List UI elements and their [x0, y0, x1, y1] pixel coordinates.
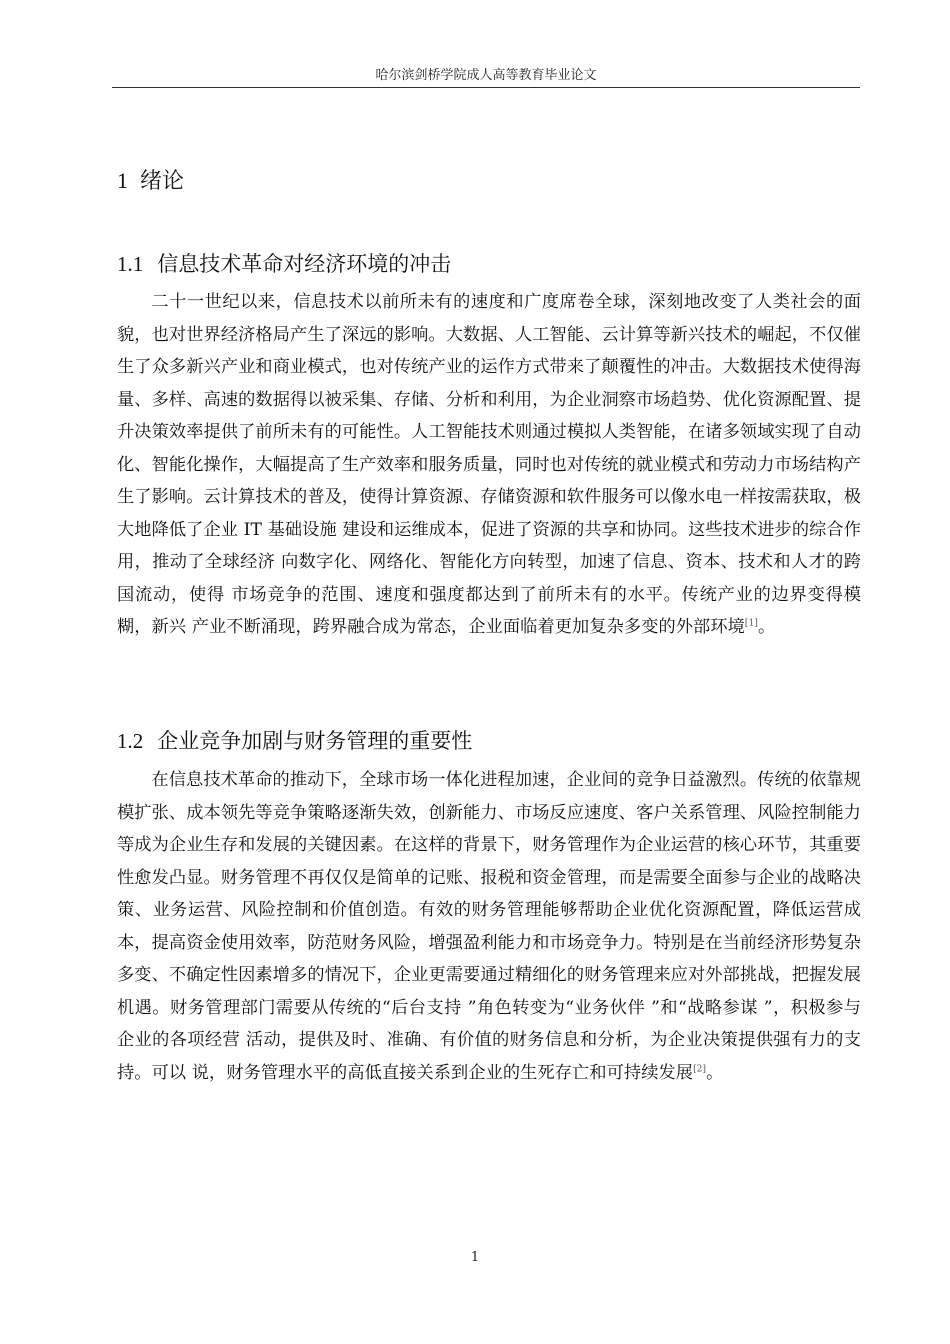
page-number: 1 — [470, 1250, 480, 1265]
paragraph-text: 在信息技术革命的推动下，全球市场一体化进程加速，企业间的竞争日益激烈。传统的依靠规模扩张、成本领先等竞争策略逐渐失效，创新能力、市场反应速度、客户关系管理、风险控制能力等成为企业生存和发展的关键因素。在这样的背景下，财务管理作为企业运营的核心环节，其重要性愈发凸显。财务管理不再仅仅是简单的记账、报税和资金管理，而是需要全面参与企业的战略决策、业务运营、风险控制和价值创造。有效的财务管理能够帮助企业优化资源配置，降低运营成本，提高资金使用效率，防范财务风险，增强盈利能力和市场竞争力。特别是在当前经济形势复杂多变、不确定性因素增多的情况下，企业更需要通过精细化的财务管理来应对外部挑战，把握发展机遇。财务管理部门需要从传统的“后台支持 ”角色转变为“业务伙伴 ”和“战略参谋 ”，积极参与企业的各项经营 活动，提供及时、准确、有价值的财务信息和分析，为企业决策提供强有力的支持。可以 说，财务管理水平的高低直接关系到企业的生死存亡和可持续发展 — [117, 770, 861, 1083]
section-title-text: 企业竞争加剧与财务管理的重要性 — [157, 729, 473, 753]
section-heading-1-1 — [117, 248, 451, 278]
citation-marker: [2] — [693, 1063, 707, 1074]
chapter-title-text: 绪论 — [140, 169, 185, 194]
paragraph-end-punct: 。 — [757, 617, 776, 637]
section-number: 1.2 — [117, 729, 144, 753]
running-header: 哈尔滨剑桥学院成人高等教育毕业论文 — [375, 68, 597, 83]
citation-marker: [1] — [744, 618, 758, 629]
section-paragraph-1-1 — [117, 286, 861, 644]
section-number: 1.1 — [117, 252, 144, 276]
header-rule — [112, 87, 860, 88]
section-title-text: 信息技术革命对经济环境的冲击 — [157, 252, 452, 276]
chapter-title — [117, 164, 184, 195]
section-heading-1-2 — [117, 725, 472, 755]
paragraph-end-punct: 。 — [706, 1062, 724, 1083]
paragraph-text: 二十一世纪以来，信息技术以前所未有的速度和广度席卷全球，深刻地改变了人类社会的面貌，也对世界经济格局产生了深远的影响。大数据、人工智能、云计算等新兴技术的崛起，不仅催生了众多新兴产业和商业模式，也对传统产业的运作方式带来了颠覆性的冲击。大数据技术使得海量、多样、高速的数据得以被采集、存储、分析和利用，为企业洞察市场趋势、优化资源配置、提升决策效率提供了前所未有的可能性。人工智能技术则通过模拟人类智能，在诸多领域实现了自动化、智能化操作，大幅提高了生产效率和服务质量，同时也对传统的就业模式和劳动力市场结构产生了影响。云计算技术的普及，使得计算资源、存储资源和软件服务可以像水电一样按需获取，极大地降低了企业 IT 基础设施 建设和运维成本，促进了资源的共享和协同。这些技术进步的综合作用，推动了全球经济 向数字化、网络化、智能化方向转型，加速了信息、资本、技术和人才的跨国流动，使得 市场竞争的范围、速度和强度都达到了前所未有的水平。传统产业的边界变得模糊，新兴 产业不断涌现，跨界融合成为常态，企业面临着更加复杂多变的外部环境 — [117, 292, 861, 637]
section-paragraph-1-2 — [117, 764, 861, 1089]
chapter-number: 1 — [117, 168, 128, 193]
